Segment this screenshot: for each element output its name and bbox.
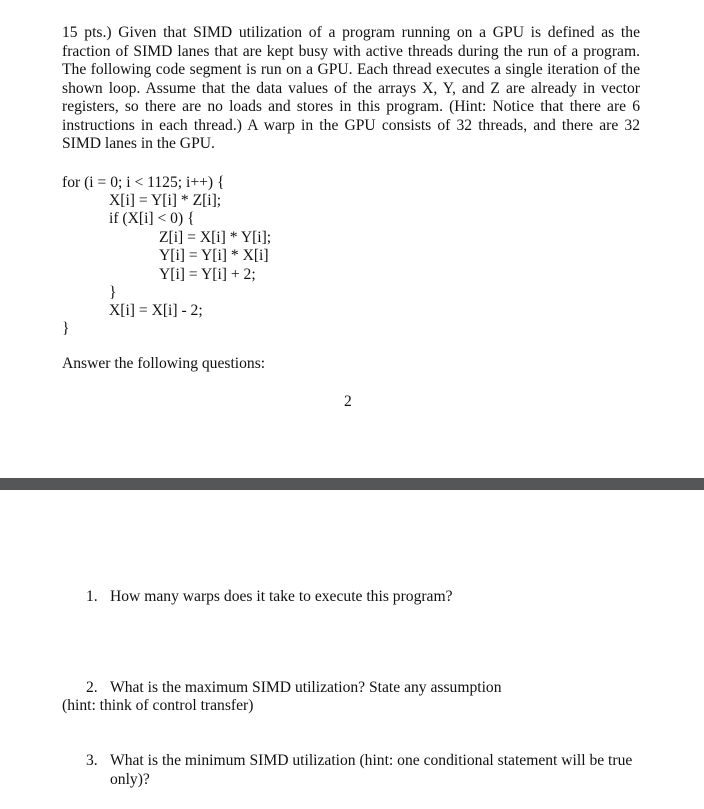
code-line-assign-z: Z[i] = X[i] * Y[i]; bbox=[159, 229, 272, 246]
answer-heading: Answer the following questions: bbox=[62, 355, 266, 372]
question-2-number: 2. bbox=[86, 679, 98, 696]
code-line-for-close: } bbox=[62, 320, 70, 337]
question-3-number: 3. bbox=[86, 752, 98, 769]
question-3-text: What is the minimum SIMD utilization (hint: one conditional statement will be true only)? bbox=[110, 752, 633, 788]
code-line-for-header: for (i = 0; i < 1125; i++) { bbox=[62, 174, 225, 191]
question-2-continuation: (hint: think of control transfer) bbox=[62, 697, 254, 714]
problem-statement: 15 pts.) Given that SIMD utilization of a program running on a GPU is defined as the fraction of SIMD lanes that are kept busy with active threads during the run of a program. The following code segment is run on a GPU. Each thread executes a single iteration of the shown loop. Assume that the data values of the arrays X, Y, and Z are already in vector registers, so there are no loads and stores in this program. (Hint: Notice that there are 6 instructions in each thread.) A warp in the GPU consists of 32 threads, and there are 32 SIMD lanes in the GPU. bbox=[62, 24, 640, 152]
code-line-assign-x-sub: X[i] = X[i] - 2; bbox=[109, 302, 203, 319]
question-2-text: What is the maximum SIMD utilization? State any assumption bbox=[110, 679, 502, 696]
page-divider bbox=[0, 478, 704, 490]
code-line-assign-y-add: Y[i] = Y[i] + 2; bbox=[159, 266, 256, 283]
code-line-if-header: if (X[i] < 0) { bbox=[109, 210, 195, 227]
code-line-assign-y-mul: Y[i] = Y[i] * X[i] bbox=[159, 247, 269, 264]
code-line-assign-x: X[i] = Y[i] * Z[i]; bbox=[109, 192, 222, 209]
code-line-if-close: } bbox=[109, 284, 117, 301]
question-1-text: How many warps does it take to execute this program? bbox=[110, 588, 453, 605]
question-1-number: 1. bbox=[86, 588, 98, 605]
page-number: 2 bbox=[344, 393, 352, 410]
document-page-2 bbox=[0, 490, 704, 809]
